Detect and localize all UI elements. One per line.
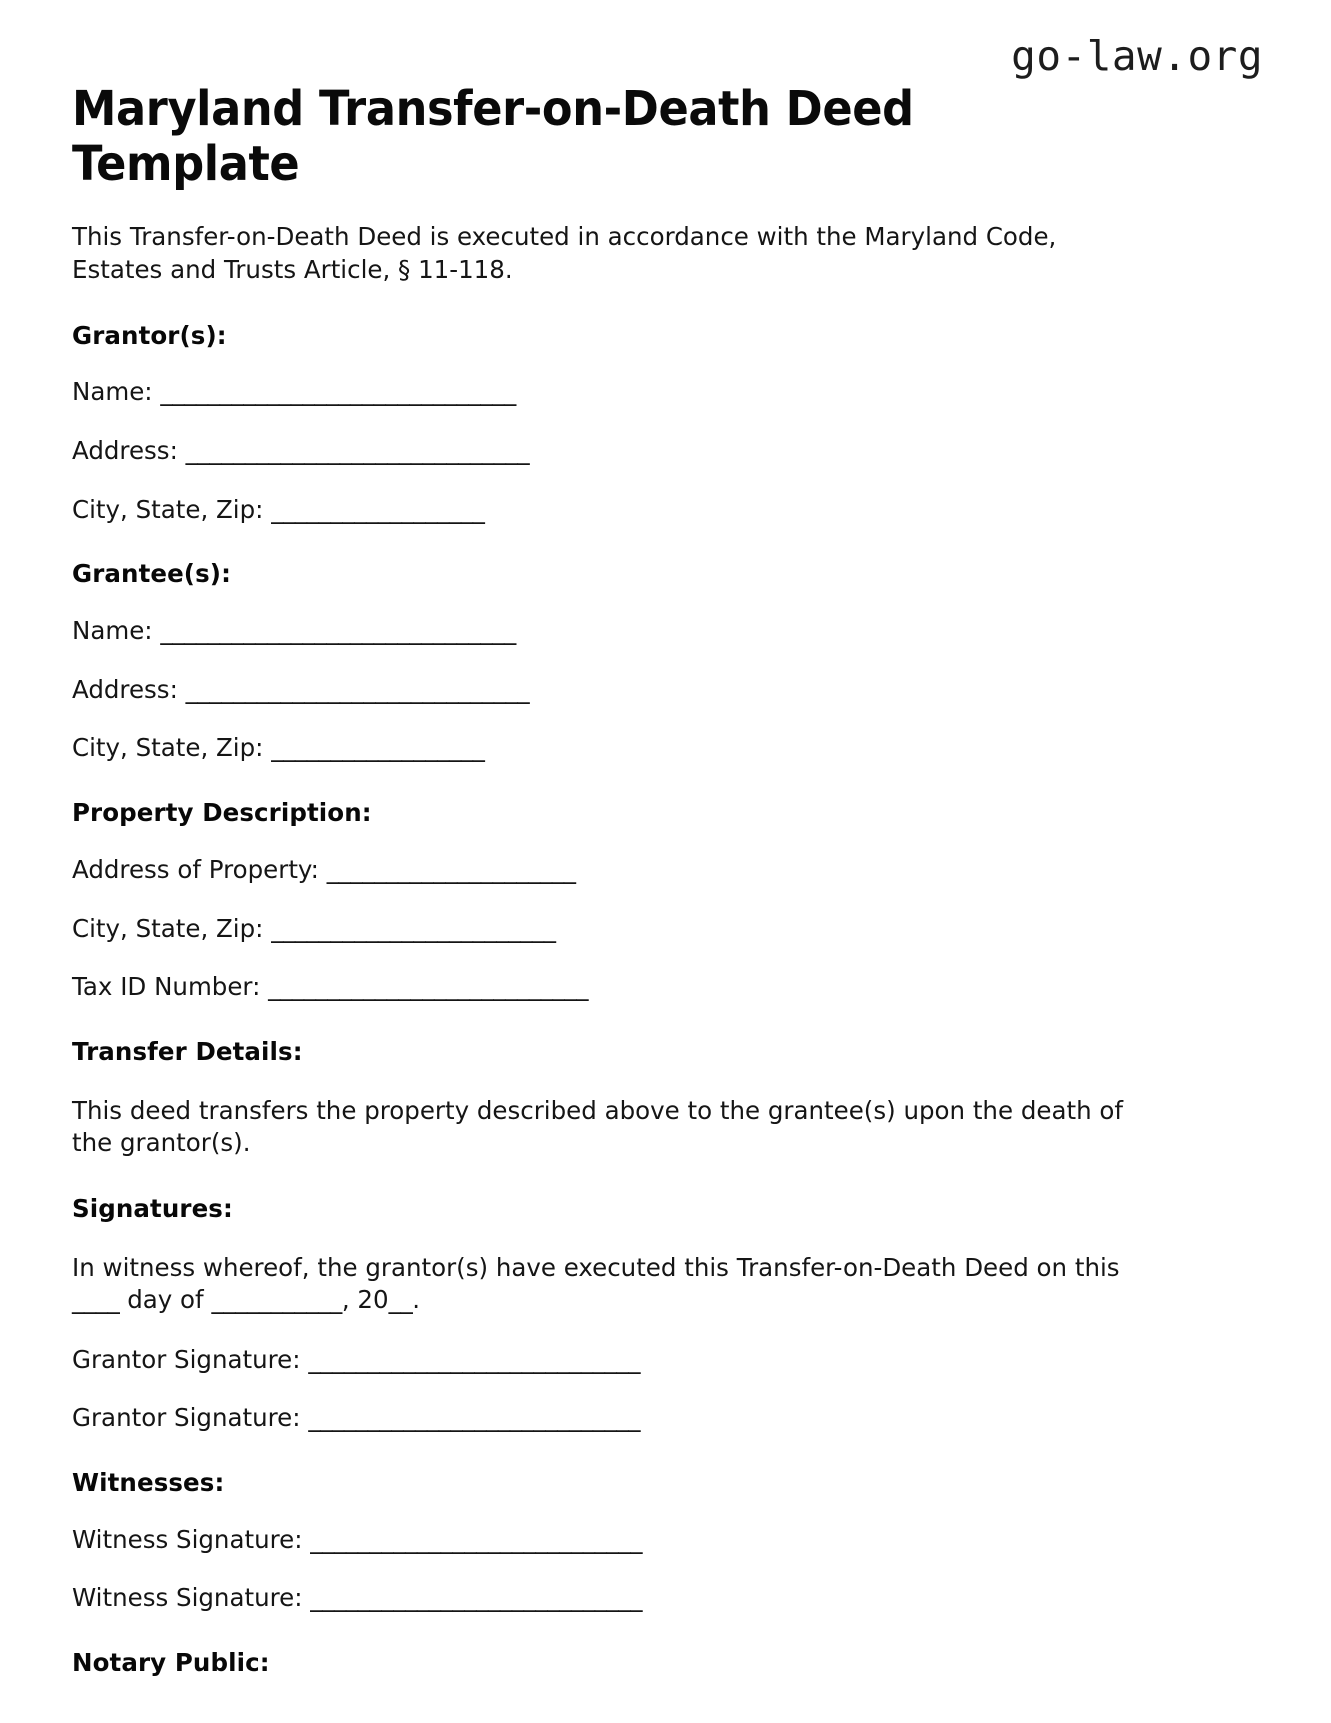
site-logo: go-law.org: [1011, 32, 1263, 80]
field-label: City, State, Zip:: [72, 733, 264, 763]
field-label: City, State, Zip:: [72, 913, 264, 943]
fill-in-blank[interactable]: _____________________________: [185, 436, 530, 466]
field-label: Witness Signature:: [72, 1524, 303, 1554]
fill-in-blank[interactable]: _____________________: [326, 854, 576, 884]
field-grantor-address: [72, 408, 1259, 467]
field-property-address: [72, 829, 1259, 886]
witness-clause-text-3: , 20: [341, 1285, 389, 1315]
field-grantor-signature-1: [72, 1317, 1259, 1376]
witness-clause-text-4: .: [412, 1285, 421, 1315]
section-heading-grantee: Grantee(s):: [72, 559, 231, 589]
page-title: Maryland Transfer-on-Death Deed Template: [72, 81, 914, 192]
fill-in-blank[interactable]: ______________________________: [160, 616, 516, 646]
fill-in-blank[interactable]: __________________: [271, 494, 485, 524]
section-heading-grantor: Grantor(s):: [72, 320, 227, 350]
fill-in-blank[interactable]: ____________________________: [308, 1403, 641, 1433]
transfer-details-paragraph: This deed transfers the property described above to the grantee(s) upon the death of the grantor(s).: [72, 1095, 1123, 1158]
section-heading-witnesses: Witnesses:: [72, 1468, 225, 1497]
section-heading-signatures: Signatures:: [72, 1193, 233, 1223]
field-property-tax-id: [72, 944, 1259, 1003]
field-witness-signature-2: [72, 1555, 1259, 1614]
field-grantor-name: [72, 351, 1259, 408]
field-label: Address of Property:: [72, 854, 319, 884]
fill-in-blank[interactable]: ___________________________: [268, 972, 589, 1002]
fill-in-blank[interactable]: ____________________________: [310, 1524, 643, 1554]
fill-in-blank[interactable]: ________________________: [271, 913, 556, 943]
field-grantor-city-state-zip: [72, 467, 1259, 526]
field-label: Tax ID Number:: [72, 972, 261, 1002]
fill-in-blank[interactable]: ______________________________: [160, 377, 516, 407]
section-heading-notary-public: Notary Public:: [72, 1648, 270, 1678]
field-property-city-state-zip: [72, 886, 1259, 945]
field-label: Name:: [72, 616, 153, 646]
fill-in-blank-day[interactable]: ____: [72, 1285, 120, 1315]
field-label: City, State, Zip:: [72, 494, 264, 524]
witness-clause-text-1: In witness whereof, the grantor(s) have executed this Transfer-on-Death Deed on this: [72, 1252, 1120, 1282]
witness-clause-paragraph: [72, 1225, 1150, 1317]
fill-in-blank[interactable]: __________________: [271, 733, 485, 763]
section-heading-transfer-details: Transfer Details:: [72, 1036, 303, 1066]
field-label: Grantor Signature:: [72, 1344, 301, 1374]
field-label: Grantor Signature:: [72, 1403, 301, 1433]
field-grantor-signature-2: [72, 1375, 1259, 1434]
field-grantee-city-state-zip: [72, 705, 1259, 764]
fill-in-blank-year[interactable]: __: [388, 1285, 413, 1315]
field-label: Witness Signature:: [72, 1583, 303, 1613]
field-label: Address:: [72, 674, 178, 704]
fill-in-blank[interactable]: _____________________________: [185, 674, 530, 704]
section-heading-property-description: Property Description:: [72, 798, 372, 828]
field-witness-signature-1: [72, 1499, 1259, 1556]
field-label: Address:: [72, 436, 178, 466]
fill-in-blank-month[interactable]: ___________: [211, 1285, 342, 1315]
witness-clause-text-2: day of: [127, 1285, 204, 1315]
fill-in-blank[interactable]: ____________________________: [308, 1344, 641, 1374]
field-grantee-address: [72, 647, 1259, 706]
intro-paragraph: This Transfer-on-Death Deed is executed in accordance with the Maryland Code, Estates and Trusts Article, § 11-118.: [72, 222, 1057, 285]
field-label: Name:: [72, 377, 153, 407]
field-grantee-name: [72, 590, 1259, 647]
fill-in-blank[interactable]: ____________________________: [310, 1583, 643, 1613]
